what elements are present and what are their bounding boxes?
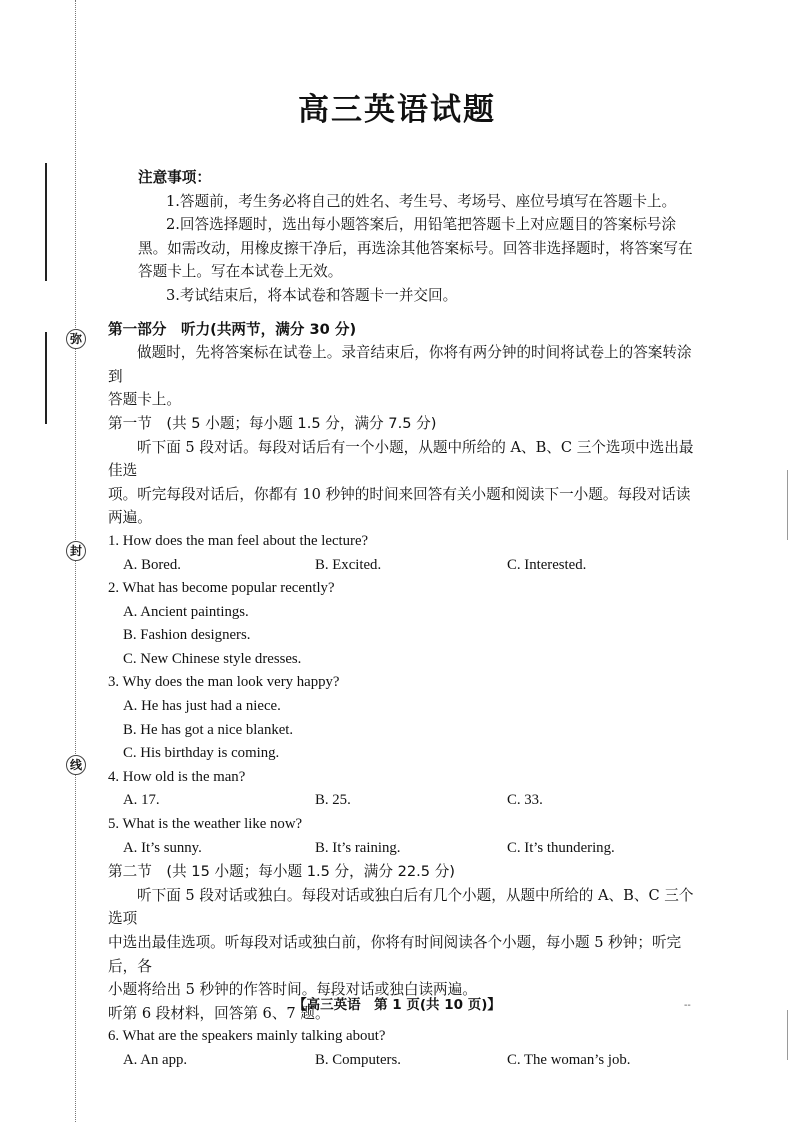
footer-mark: -- <box>684 1000 691 1011</box>
option-a: A. It’s sunny. <box>123 839 202 856</box>
page-footer: 【高三英语 第 1 页(共 10 页)】 <box>293 997 501 1013</box>
question-4-options <box>108 789 698 813</box>
option-b: B. He has got a nice blanket. <box>123 721 294 738</box>
part1-instruction-a: 做题时，先将答案标在试卷上。录音结束后，你将有两分钟的时间将试卷上的答案转涂到 <box>108 344 692 385</box>
part1-instruction-b: 答题卡上。 <box>108 391 181 409</box>
notice-item-1: 1.答题前，考生务必将自己的姓名、考生号、考场号、座位号填写在答题卡上。 <box>166 192 677 210</box>
option-c: C. It’s thundering. <box>507 839 615 856</box>
question-2-stem: 2. What has become popular recently? <box>108 580 335 597</box>
binding-dotted-line <box>75 0 76 1122</box>
option-c: C. His birthday is coming. <box>123 745 280 762</box>
option-b: B. Excited. <box>315 556 382 573</box>
option-a: A. 17. <box>123 792 160 809</box>
section2-instruction-a: 听下面 5 段对话或独白。每段对话或独白后有几个小题，从题中所给的 A、B、C 三个选项 <box>108 886 694 928</box>
seal-char-feng: 封 <box>66 541 86 561</box>
scan-edge-mark <box>787 470 788 540</box>
part1-heading: 第一部分 听力(共两节，满分 30 分) <box>108 320 357 338</box>
section2-material-note: 听第 6 段材料，回答第 6、7 题。 <box>108 1004 330 1022</box>
option-b: B. It’s raining. <box>315 839 401 856</box>
option-b: B. Fashion designers. <box>123 627 251 644</box>
notice-item-2a: 2.回答选择题时，选出每小题答案后，用铅笔把答题卡上对应题目的答案标号涂 <box>166 216 677 234</box>
option-a: A. Bored. <box>123 556 181 573</box>
section2-heading: 第二节 (共 15 小题；每小题 1.5 分，满分 22.5 分) <box>108 863 455 881</box>
scan-edge-mark <box>787 1010 788 1060</box>
question-5-stem: 5. What is the weather like now? <box>108 816 303 833</box>
question-1-stem: 1. How does the man feel about the lecture? <box>108 532 369 549</box>
notice-item-2b: 黑。如需改动，用橡皮擦干净后，再选涂其他答案标号。回答非选择题时，将答案写在 <box>138 239 693 257</box>
option-c: C. New Chinese style dresses. <box>123 650 302 667</box>
option-c: C. 33. <box>507 792 543 809</box>
exam-content <box>108 166 698 1073</box>
section2-instruction-b: 中选出最佳选项。听每段对话或独白前，你将有时间阅读各个小题，每小题 5 秒钟；听完后，各 <box>108 934 682 975</box>
option-b: B. Computers. <box>315 1051 401 1068</box>
page-title: 高三英语试题 <box>298 92 496 128</box>
section2-instruction-c: 小题将给出 5 秒钟的作答时间。每段对话或独白读两遍。 <box>108 981 477 999</box>
section1-heading: 第一节 (共 5 小题；每小题 1.5 分，满分 7.5 分) <box>108 414 437 432</box>
option-a: A. He has just had a niece. <box>123 698 281 715</box>
question-6-stem: 6. What are the speakers mainly talking about? <box>108 1028 386 1045</box>
seal-char-xian: 线 <box>66 755 86 775</box>
margin-bar <box>45 332 47 424</box>
notice-item-2c: 答题卡上。写在本试卷上无效。 <box>138 263 343 281</box>
notice-item-3: 3.考试结束后，将本试卷和答题卡一并交回。 <box>166 286 458 304</box>
option-c: C. The woman’s job. <box>507 1051 631 1068</box>
option-a: A. An app. <box>123 1051 188 1068</box>
option-a: A. Ancient paintings. <box>123 603 249 620</box>
section1-instruction-b: 项。听完每段对话后，你都有 10 秒钟的时间来回答有关小题和阅读下一小题。每段对话读 <box>108 485 691 503</box>
margin-bar <box>45 163 47 281</box>
notice-heading: 注意事项： <box>138 169 211 186</box>
question-3-stem: 3. Why does the man look very happy? <box>108 674 340 691</box>
question-5-options <box>108 837 698 861</box>
section1-instruction-a: 听下面 5 段对话。每段对话后有一个小题，从题中所给的 A、B、C 三个选项中选出最佳选 <box>108 438 694 480</box>
seal-char-mi: 弥 <box>66 329 86 349</box>
option-c: C. Interested. <box>507 556 587 573</box>
question-4-stem: 4. How old is the man? <box>108 768 246 785</box>
question-1-options <box>108 554 698 578</box>
question-6-options <box>108 1049 698 1073</box>
section1-instruction-c: 两遍。 <box>108 509 152 527</box>
option-b: B. 25. <box>315 792 351 809</box>
